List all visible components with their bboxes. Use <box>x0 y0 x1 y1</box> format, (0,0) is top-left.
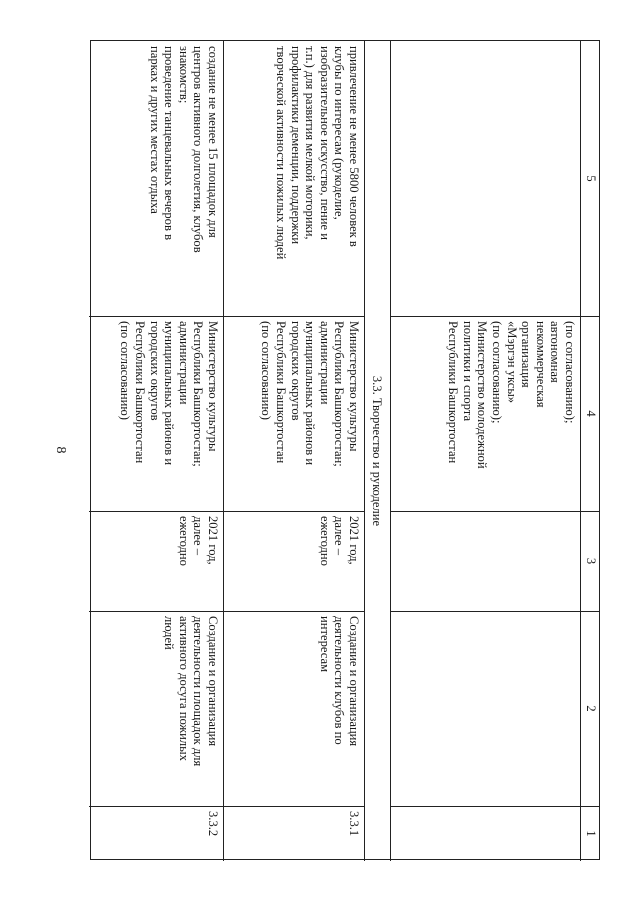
cell-line: деятельности клубов по <box>332 616 347 745</box>
cell-line: Республики Башкортостан <box>446 321 461 464</box>
cell-line: администрации <box>176 321 191 405</box>
cell-line: муниципальных районов и <box>303 321 318 466</box>
row-result <box>90 41 222 316</box>
cell-line: творческой активности пожилых людей <box>274 46 289 260</box>
row-result <box>225 41 363 316</box>
row-name <box>225 611 363 806</box>
cell-line: городских округов <box>288 321 303 421</box>
cell-line: Создание и организация <box>347 616 361 747</box>
row-executors <box>90 316 222 511</box>
cell-line: людей <box>162 616 177 650</box>
cell-line: Республики Башкортостан; <box>332 321 347 467</box>
header-col3: 3 <box>584 557 598 565</box>
cell-line: далее – <box>332 516 347 556</box>
cell-line: знакомств; <box>176 46 191 104</box>
continued-executors <box>393 316 579 511</box>
cell-line: администрации <box>317 321 332 405</box>
cell-line: 2021 год, <box>206 516 220 565</box>
cell-line: (по согласованию); <box>490 321 505 424</box>
row-name <box>90 611 222 806</box>
header-col2: 2 <box>584 705 598 712</box>
cell-line: городских округов <box>147 321 162 421</box>
cell-line: профилактики деменции, поддержки <box>288 46 303 245</box>
cell-line: изобразительное искусство, пение и <box>317 46 332 240</box>
cell-line: муниципальных районов и <box>162 321 177 466</box>
cell-line: далее – <box>191 516 206 556</box>
cell-line: организация <box>519 321 534 388</box>
cell-line: политики и спорта <box>460 321 475 422</box>
cell-line: клубы по интересам (рукоделие, <box>332 46 347 220</box>
cell-line: (по согласованию) <box>118 321 133 421</box>
cell-line: интересам <box>317 616 332 673</box>
cell-line: Республики Башкортостан; <box>191 321 206 467</box>
cell-line: автономная <box>548 321 563 383</box>
cell-line: центров активного долголетия, клубов <box>191 46 206 253</box>
cell-line: Создание и организация <box>206 616 220 747</box>
header-col1: 1 <box>584 830 598 837</box>
header-col4: 4 <box>584 410 598 417</box>
page-number: 8 <box>53 446 68 454</box>
cell-line: активного досуга пожилых <box>176 616 191 761</box>
cell-line: т.п.) для развития мелкой моторики, <box>303 46 318 240</box>
cell-line: ежегодно <box>176 516 191 566</box>
cell-line: 2021 год, <box>347 516 361 565</box>
row-term <box>225 511 363 611</box>
rotated-table <box>90 40 600 860</box>
row-executors <box>225 316 363 511</box>
cell-line: Министерство молодежной <box>475 321 490 469</box>
cell-line: (по согласованию); <box>563 321 577 424</box>
cell-line: Республики Башкортостан <box>133 321 148 464</box>
row-term <box>90 511 222 611</box>
cell-line: ежегодно <box>317 516 332 566</box>
cell-line: проведение танцевальных вечеров в <box>162 46 177 241</box>
cell-line: Республики Башкортостан <box>274 321 289 464</box>
row-number: 3.3.1 <box>347 811 361 837</box>
header-col5: 5 <box>584 175 598 182</box>
section-title: 3.3. Творчество и рукоделие <box>370 375 384 527</box>
cell-line: парках и других местах отдыха <box>147 46 162 214</box>
plan-table <box>90 40 600 860</box>
cell-line: деятельности площадок для <box>191 616 206 767</box>
cell-line: Министерство культуры <box>206 321 220 452</box>
cell-line: некоммерческая <box>533 321 548 408</box>
cell-line: привлечение не менее 5800 человек в <box>347 46 361 247</box>
cell-line: «Мэргэн уксы» <box>504 321 519 404</box>
cell-line: создание не менее 15 площадок для <box>206 46 220 238</box>
cell-line: (по согласованию) <box>259 321 274 421</box>
cell-line: Министерство культуры <box>347 321 361 452</box>
row-number: 3.3.2 <box>206 811 220 837</box>
